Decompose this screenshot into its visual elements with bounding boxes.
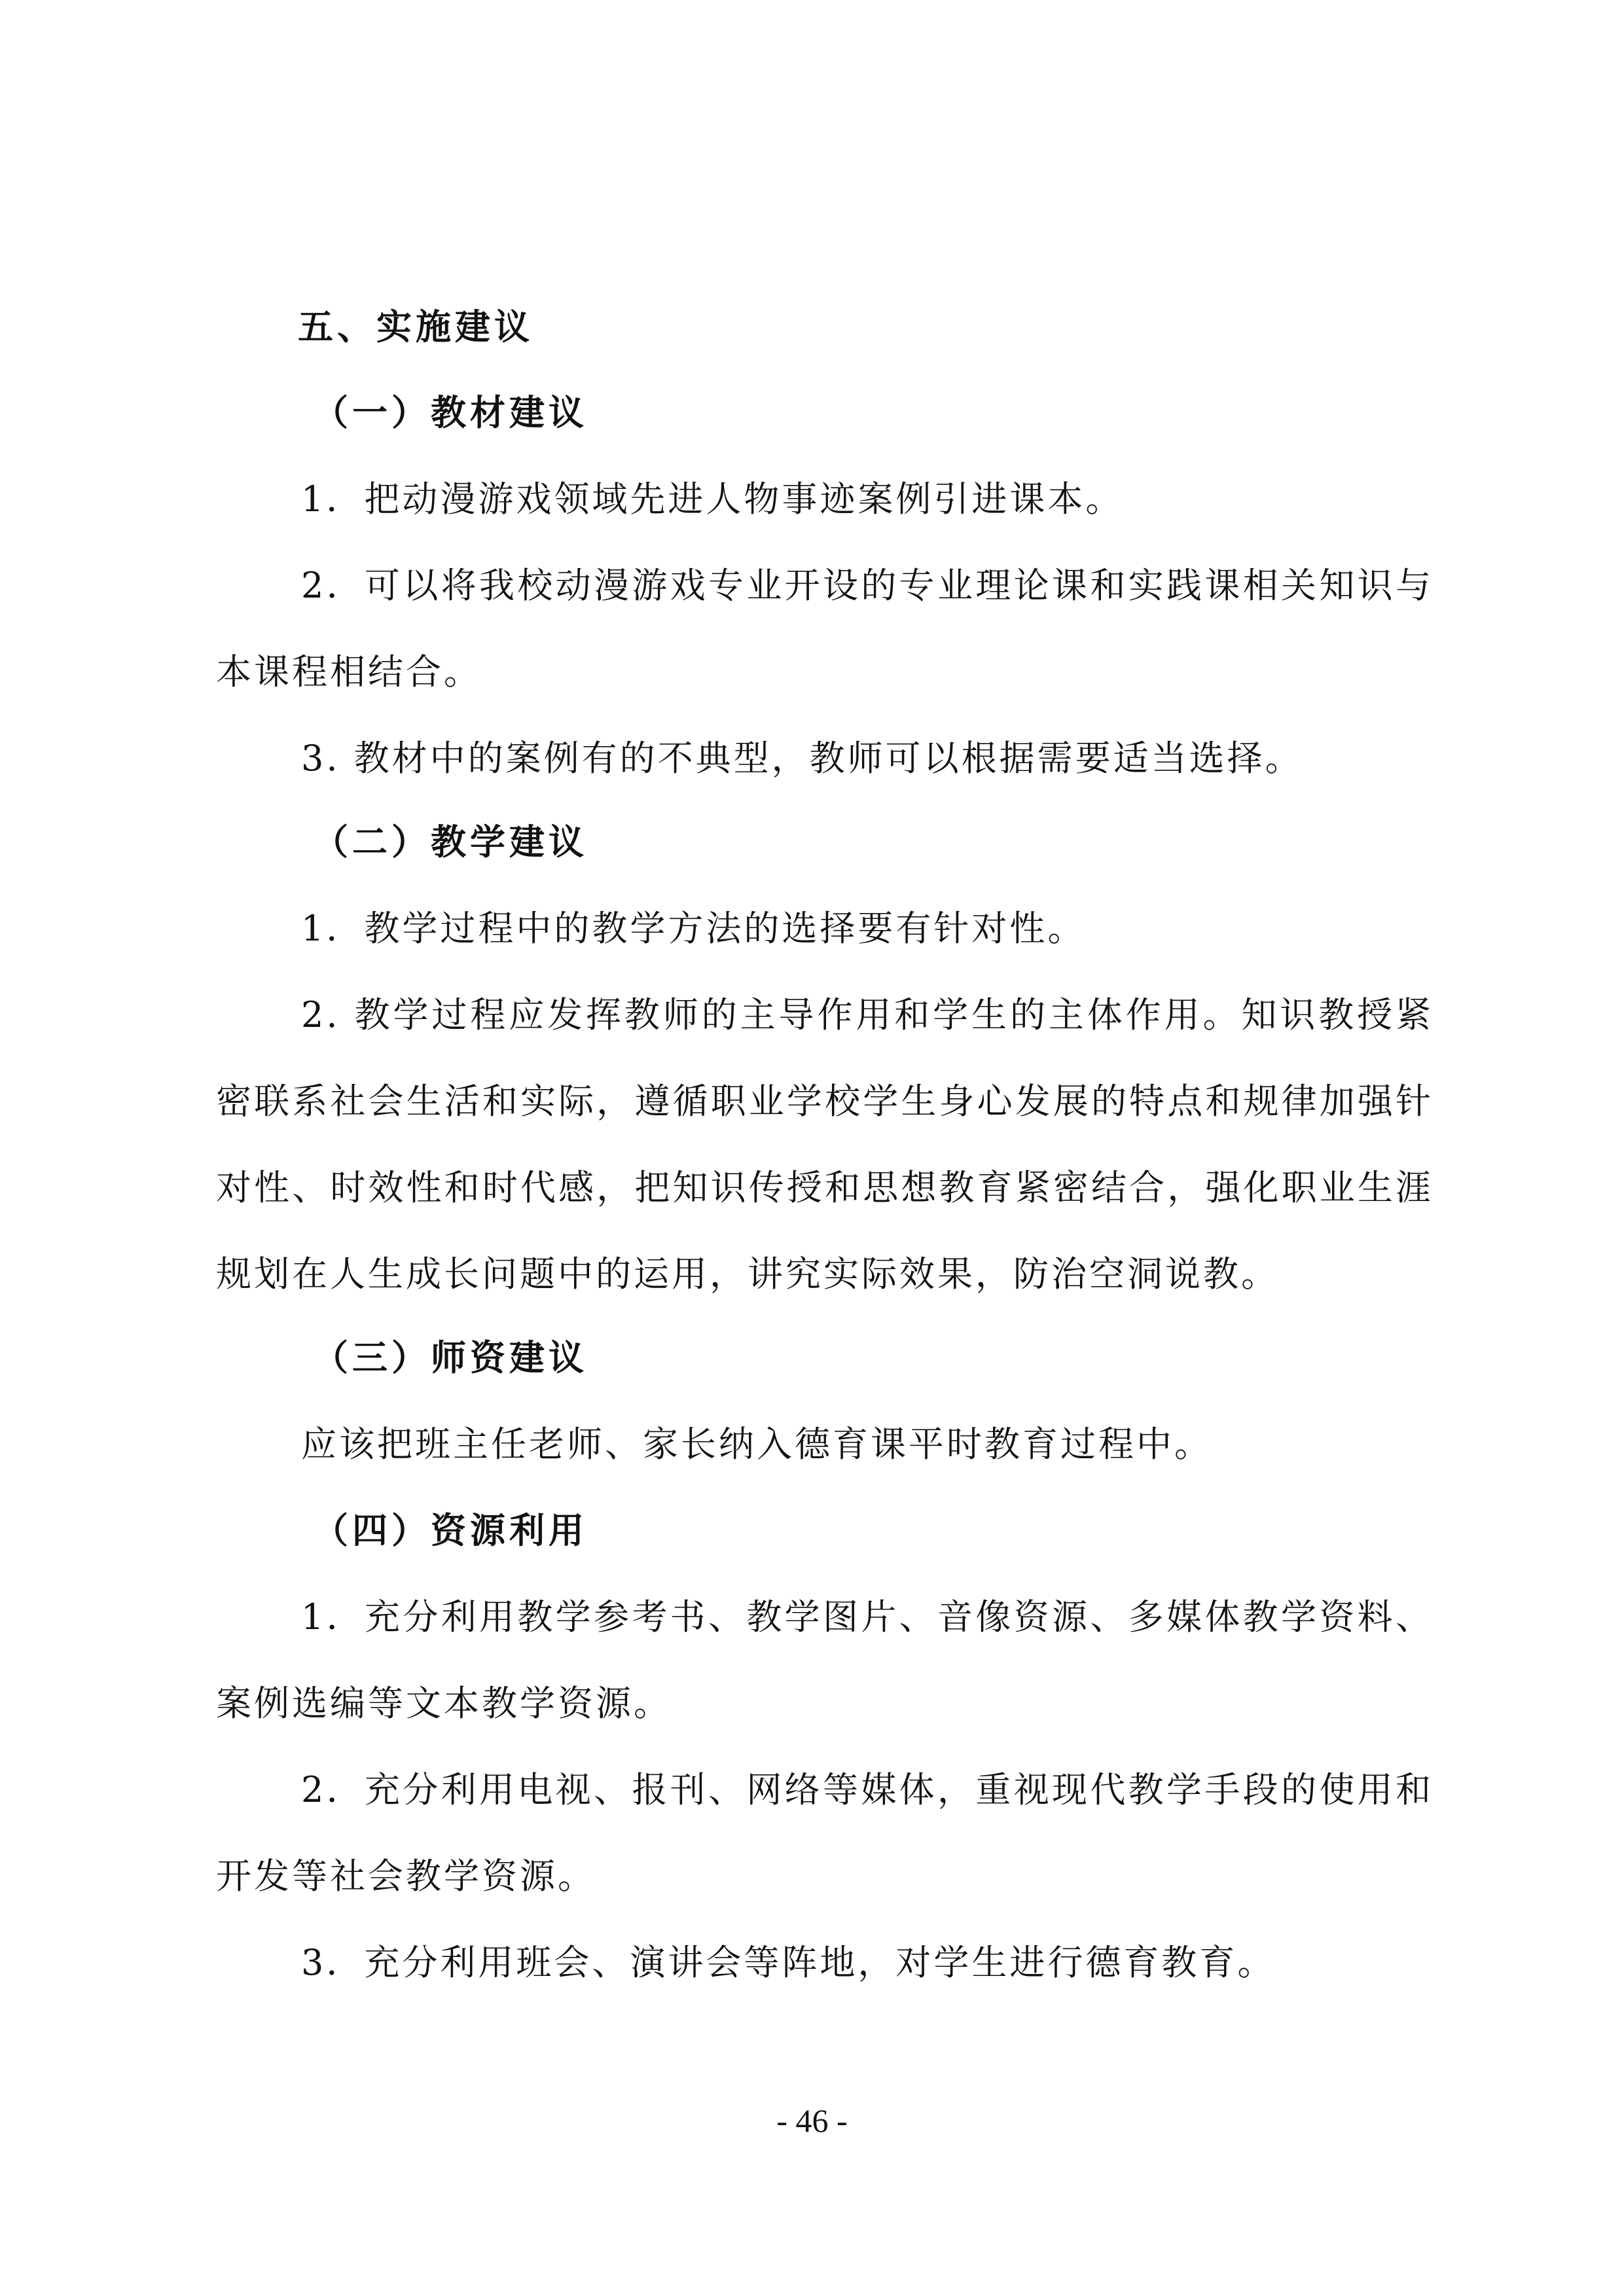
resources-item-2-line-1: 2．充分利用电视、报刊、网络等媒体，重视现代教学手段的使用和	[301, 1769, 1434, 1810]
textbook-item-2-line-2: 本课程相结合。	[216, 651, 482, 692]
heading-resources: （四）资源利用	[313, 1510, 588, 1551]
textbook-item-3: 3. 教材中的案例有的不典型，教师可以根据需要适当选择。	[301, 738, 1303, 779]
heading-faculty: （三）师资建议	[313, 1337, 588, 1378]
textbook-item-1: 1．把动漫游戏领域先进人物事迹案例引进课本。	[301, 478, 1124, 520]
teaching-item-2-line-3: 对性、时效性和时代感，把知识传授和思想教育紧密结合，强化职业生涯	[216, 1167, 1434, 1208]
heading-textbook: （一）教材建议	[313, 392, 588, 433]
teaching-item-2-line-4: 规划在人生成长问题中的运用，讲究实际效果，防治空洞说教。	[216, 1253, 1279, 1295]
faculty-text: 应该把班主任老师、家长纳入德育课平时教育过程中。	[301, 1424, 1212, 1465]
section-title: 五、实施建议	[298, 306, 533, 348]
teaching-item-1: 1．教学过程中的教学方法的选择要有针对性。	[301, 908, 1086, 949]
teaching-item-2-line-1: 2. 教学过程应发挥教师的主导作用和学生的主体作用。知识教授紧	[301, 994, 1434, 1035]
textbook-item-2-line-1: 2．可以将我校动漫游戏专业开设的专业理论课和实践课相关知识与	[301, 565, 1434, 606]
resources-item-1-line-1: 1．充分利用教学参考书、教学图片、音像资源、多媒体教学资料、	[301, 1596, 1434, 1638]
resources-item-2-line-2: 开发等社会教学资源。	[216, 1856, 596, 1897]
page-number: - 46 -	[776, 2102, 848, 2139]
resources-item-1-line-2: 案例选编等文本教学资源。	[216, 1683, 672, 1724]
heading-teaching: （二）教学建议	[313, 821, 588, 863]
resources-item-3: 3．充分利用班会、演讲会等阵地，对学生进行德育教育。	[301, 1942, 1276, 1983]
teaching-item-2-line-2: 密联系社会生活和实际，遵循职业学校学生身心发展的特点和规律加强针	[216, 1081, 1434, 1122]
